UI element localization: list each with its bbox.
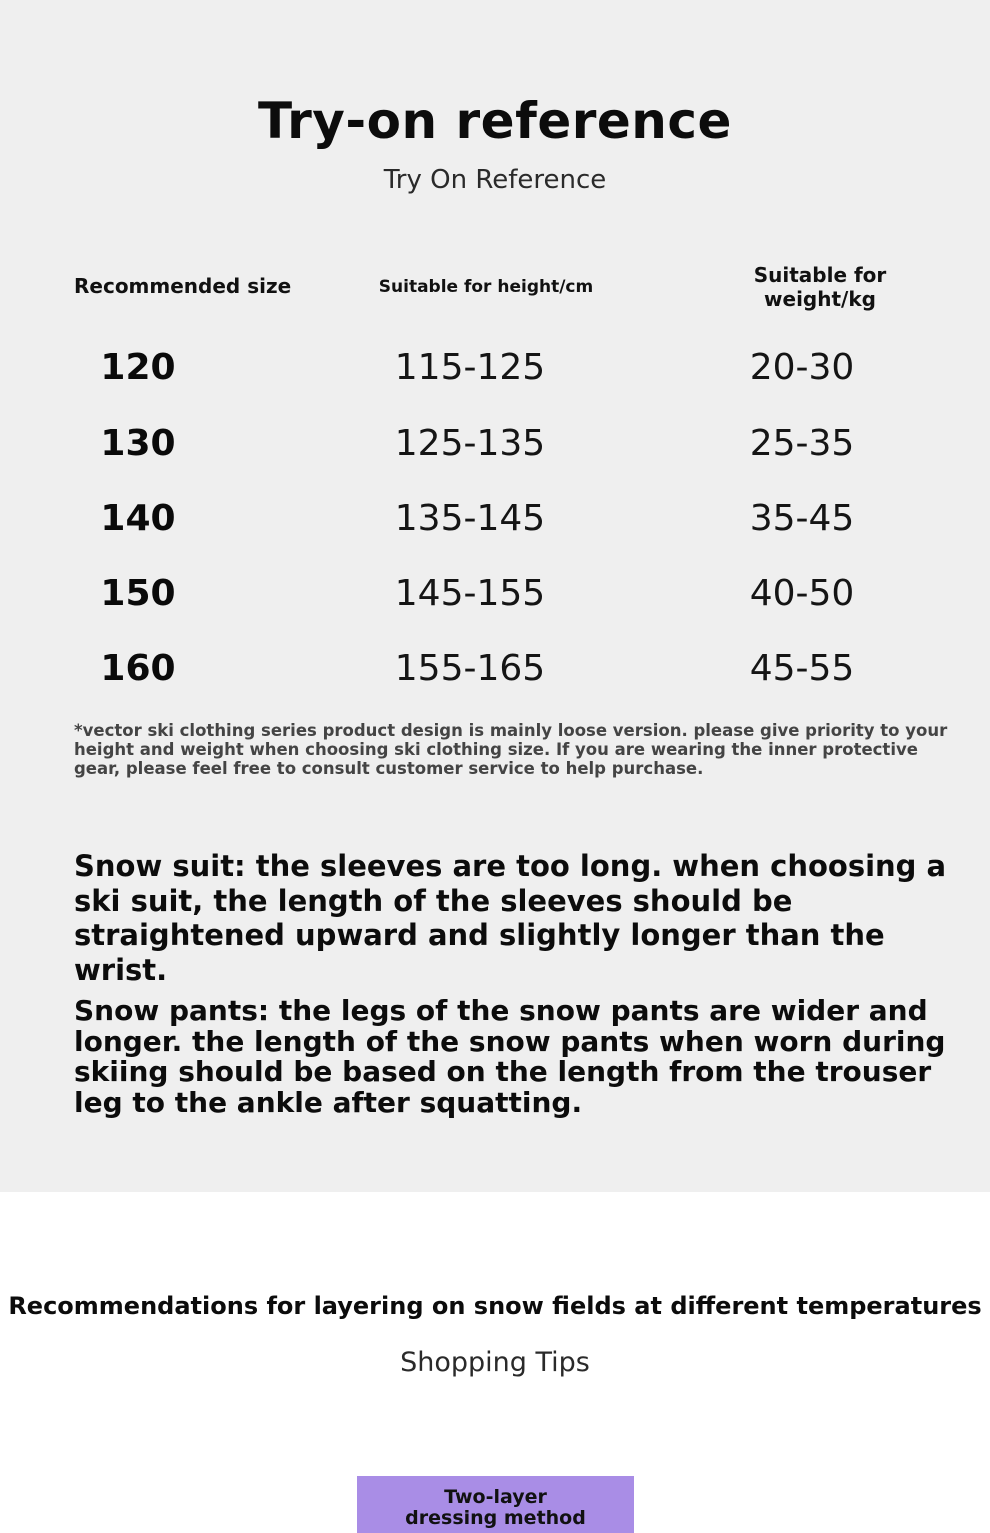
column-header-weight: Suitable for weight/kg (753, 263, 887, 311)
height-cell: 125-135 (394, 423, 546, 464)
two-layer-dressing-tab[interactable]: Two-layer dressing method (357, 1476, 634, 1533)
column-header-height: Suitable for height/cm (378, 277, 594, 297)
height-cell: 145-155 (394, 573, 546, 614)
table-row (0, 569, 990, 619)
size-cell: 150 (100, 573, 176, 614)
table-row (0, 644, 990, 694)
weight-cell: 25-35 (749, 423, 855, 464)
sizing-note: *vector ski clothing series product design is mainly loose version. please give priority to your height and weight when choosing ski clothing size. If you are wearing the inner protective gear, please feel free to consult customer service to help purchase. (74, 721, 948, 778)
weight-cell: 40-50 (749, 573, 855, 614)
snow-pants-tip: Snow pants: the legs of the snow pants are wider and longer. the length of the snow pants when worn during skiing should be based on the length from the trouser leg to the ankle after squatting. (74, 994, 946, 1119)
page-subtitle: Try On Reference (383, 165, 607, 195)
size-cell: 120 (100, 347, 176, 388)
snow-suit-tip: Snow suit: the sleeves are too long. when choosing a ski suit, the length of the sleeves should be straightened upward and slightly longer than the wrist. (74, 849, 947, 987)
weight-cell: 35-45 (749, 498, 855, 539)
size-cell: 130 (100, 423, 176, 464)
height-cell: 155-165 (394, 648, 546, 689)
table-row (0, 494, 990, 544)
size-cell: 140 (100, 498, 176, 539)
table-row (0, 343, 990, 393)
weight-cell: 20-30 (749, 347, 855, 388)
table-row (0, 419, 990, 469)
weight-cell: 45-55 (749, 648, 855, 689)
column-header-size: Recommended size (74, 274, 292, 298)
height-cell: 115-125 (394, 347, 546, 388)
layering-section-title: Recommendations for layering on snow fields at different temperatures (8, 1292, 982, 1320)
page-title: Try-on reference (258, 92, 732, 150)
size-cell: 160 (100, 648, 176, 689)
layering-section-subtitle: Shopping Tips (400, 1347, 590, 1378)
height-cell: 135-145 (394, 498, 546, 539)
